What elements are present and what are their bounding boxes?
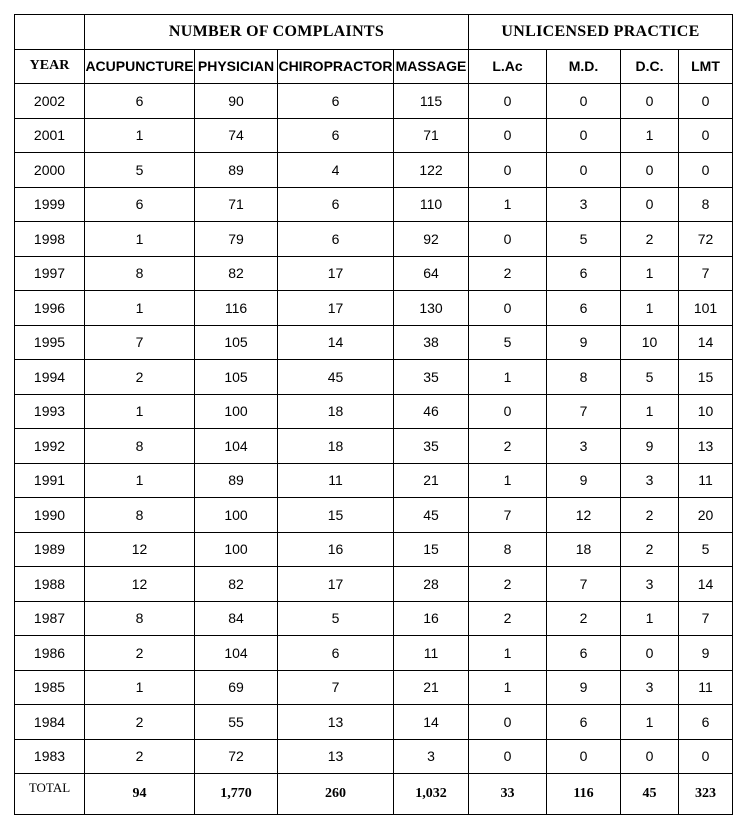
- table-row: [15, 532, 733, 567]
- year-cell: 1997: [15, 256, 85, 291]
- physician-cell: 89: [195, 153, 278, 188]
- massage-cell: 122: [394, 153, 469, 188]
- physician-cell: 100: [195, 532, 278, 567]
- year-cell: 1989: [15, 532, 85, 567]
- lac-cell: 1: [469, 187, 547, 222]
- md-cell: 6: [547, 291, 621, 326]
- total-label: TOTAL: [15, 774, 85, 815]
- complaints-group-header: NUMBER OF COMPLAINTS: [85, 15, 469, 50]
- lac-cell: 2: [469, 567, 547, 602]
- lac-cell: 7: [469, 498, 547, 533]
- physician-cell: 105: [195, 325, 278, 360]
- chiropractor-cell: 13: [278, 705, 394, 740]
- massage-cell: 14: [394, 705, 469, 740]
- acupuncture-cell: 5: [85, 153, 195, 188]
- lmt-cell: 0: [679, 739, 733, 774]
- lmt-cell: 0: [679, 84, 733, 119]
- total-row: [15, 774, 733, 815]
- lmt-cell: 101: [679, 291, 733, 326]
- dc-cell: 0: [621, 84, 679, 119]
- physician-cell: 72: [195, 739, 278, 774]
- chiropractor-cell: 4: [278, 153, 394, 188]
- lmt-cell: 20: [679, 498, 733, 533]
- massage-cell: 35: [394, 360, 469, 395]
- total-md: 116: [547, 774, 621, 815]
- massage-cell: 3: [394, 739, 469, 774]
- md-cell: 2: [547, 601, 621, 636]
- physician-cell: 69: [195, 670, 278, 705]
- lmt-cell: 0: [679, 118, 733, 153]
- md-cell: 8: [547, 360, 621, 395]
- chiropractor-cell: 17: [278, 256, 394, 291]
- md-cell: 0: [547, 739, 621, 774]
- lmt-cell: 0: [679, 153, 733, 188]
- year-cell: 2000: [15, 153, 85, 188]
- complaints-table: [14, 14, 733, 815]
- physician-cell: 100: [195, 498, 278, 533]
- massage-cell: 21: [394, 463, 469, 498]
- lmt-column-header: LMT: [679, 49, 733, 84]
- lmt-cell: 5: [679, 532, 733, 567]
- massage-column-header: MASSAGE: [394, 49, 469, 84]
- md-cell: 0: [547, 153, 621, 188]
- chiropractor-cell: 6: [278, 118, 394, 153]
- acupuncture-cell: 1: [85, 222, 195, 257]
- table-row: [15, 705, 733, 740]
- massage-cell: 16: [394, 601, 469, 636]
- year-cell: 1992: [15, 429, 85, 464]
- dc-cell: 1: [621, 256, 679, 291]
- year-cell: 1987: [15, 601, 85, 636]
- table-row: [15, 84, 733, 119]
- dc-cell: 1: [621, 705, 679, 740]
- lmt-cell: 7: [679, 256, 733, 291]
- lac-cell: 2: [469, 601, 547, 636]
- lac-cell: 1: [469, 463, 547, 498]
- physician-cell: 105: [195, 360, 278, 395]
- chiropractor-cell: 45: [278, 360, 394, 395]
- massage-cell: 130: [394, 291, 469, 326]
- dc-cell: 0: [621, 187, 679, 222]
- chiropractor-cell: 14: [278, 325, 394, 360]
- dc-column-header: D.C.: [621, 49, 679, 84]
- massage-cell: 92: [394, 222, 469, 257]
- dc-cell: 2: [621, 498, 679, 533]
- year-cell: 1984: [15, 705, 85, 740]
- year-cell: 1995: [15, 325, 85, 360]
- chiropractor-cell: 13: [278, 739, 394, 774]
- physician-cell: 84: [195, 601, 278, 636]
- table-row: [15, 739, 733, 774]
- massage-cell: 28: [394, 567, 469, 602]
- physician-cell: 104: [195, 429, 278, 464]
- physician-cell: 74: [195, 118, 278, 153]
- table-row: [15, 153, 733, 188]
- dc-cell: 0: [621, 636, 679, 671]
- md-cell: 9: [547, 463, 621, 498]
- acupuncture-column-header: ACUPUNCTURE: [85, 49, 195, 84]
- chiropractor-cell: 6: [278, 187, 394, 222]
- massage-cell: 64: [394, 256, 469, 291]
- year-cell: 1990: [15, 498, 85, 533]
- massage-cell: 11: [394, 636, 469, 671]
- acupuncture-cell: 12: [85, 567, 195, 602]
- dc-cell: 2: [621, 532, 679, 567]
- acupuncture-cell: 8: [85, 601, 195, 636]
- acupuncture-cell: 1: [85, 118, 195, 153]
- dc-cell: 3: [621, 567, 679, 602]
- year-cell: 1983: [15, 739, 85, 774]
- lmt-cell: 14: [679, 325, 733, 360]
- md-cell: 0: [547, 118, 621, 153]
- corner-cell: [15, 15, 85, 50]
- lmt-cell: 15: [679, 360, 733, 395]
- md-column-header: M.D.: [547, 49, 621, 84]
- chiropractor-cell: 17: [278, 567, 394, 602]
- dc-cell: 10: [621, 325, 679, 360]
- dc-cell: 3: [621, 463, 679, 498]
- lmt-cell: 7: [679, 601, 733, 636]
- dc-cell: 1: [621, 291, 679, 326]
- md-cell: 7: [547, 394, 621, 429]
- dc-cell: 3: [621, 670, 679, 705]
- acupuncture-cell: 12: [85, 532, 195, 567]
- massage-cell: 15: [394, 532, 469, 567]
- lmt-cell: 8: [679, 187, 733, 222]
- year-cell: 2001: [15, 118, 85, 153]
- total-massage: 1,032: [394, 774, 469, 815]
- lac-cell: 0: [469, 291, 547, 326]
- total-chiropractor: 260: [278, 774, 394, 815]
- total-dc: 45: [621, 774, 679, 815]
- table-row: [15, 118, 733, 153]
- table-row: [15, 636, 733, 671]
- lmt-cell: 10: [679, 394, 733, 429]
- massage-cell: 110: [394, 187, 469, 222]
- acupuncture-cell: 2: [85, 360, 195, 395]
- lac-cell: 2: [469, 256, 547, 291]
- md-cell: 6: [547, 636, 621, 671]
- dc-cell: 2: [621, 222, 679, 257]
- table-row: [15, 429, 733, 464]
- dc-cell: 1: [621, 118, 679, 153]
- year-cell: 1985: [15, 670, 85, 705]
- acupuncture-cell: 1: [85, 463, 195, 498]
- physician-cell: 89: [195, 463, 278, 498]
- physician-cell: 71: [195, 187, 278, 222]
- md-cell: 9: [547, 670, 621, 705]
- unlicensed-group-header: UNLICENSED PRACTICE: [469, 15, 733, 50]
- lmt-cell: 11: [679, 670, 733, 705]
- md-cell: 3: [547, 187, 621, 222]
- chiropractor-cell: 17: [278, 291, 394, 326]
- massage-cell: 71: [394, 118, 469, 153]
- dc-cell: 0: [621, 739, 679, 774]
- lac-cell: 1: [469, 636, 547, 671]
- group-header-row: [15, 15, 733, 50]
- acupuncture-cell: 7: [85, 325, 195, 360]
- lac-column-header: L.Ac: [469, 49, 547, 84]
- chiropractor-cell: 11: [278, 463, 394, 498]
- massage-cell: 46: [394, 394, 469, 429]
- physician-cell: 90: [195, 84, 278, 119]
- total-lac: 33: [469, 774, 547, 815]
- year-cell: 1988: [15, 567, 85, 602]
- table-row: [15, 325, 733, 360]
- table-row: [15, 567, 733, 602]
- md-cell: 6: [547, 705, 621, 740]
- md-cell: 12: [547, 498, 621, 533]
- total-acupuncture: 94: [85, 774, 195, 815]
- lac-cell: 0: [469, 222, 547, 257]
- lac-cell: 1: [469, 670, 547, 705]
- chiropractor-cell: 6: [278, 84, 394, 119]
- physician-cell: 79: [195, 222, 278, 257]
- year-cell: 1999: [15, 187, 85, 222]
- chiropractor-cell: 6: [278, 222, 394, 257]
- acupuncture-cell: 6: [85, 84, 195, 119]
- table-row: [15, 463, 733, 498]
- chiropractor-cell: 16: [278, 532, 394, 567]
- lac-cell: 2: [469, 429, 547, 464]
- year-cell: 1996: [15, 291, 85, 326]
- table-row: [15, 394, 733, 429]
- table-row: [15, 291, 733, 326]
- physician-column-header: PHYSICIAN: [195, 49, 278, 84]
- lmt-cell: 9: [679, 636, 733, 671]
- table-row: [15, 498, 733, 533]
- acupuncture-cell: 2: [85, 739, 195, 774]
- lac-cell: 0: [469, 394, 547, 429]
- dc-cell: 5: [621, 360, 679, 395]
- lac-cell: 8: [469, 532, 547, 567]
- table-row: [15, 187, 733, 222]
- acupuncture-cell: 1: [85, 394, 195, 429]
- lac-cell: 0: [469, 153, 547, 188]
- total-physician: 1,770: [195, 774, 278, 815]
- year-cell: 1994: [15, 360, 85, 395]
- total-lmt: 323: [679, 774, 733, 815]
- md-cell: 18: [547, 532, 621, 567]
- massage-cell: 115: [394, 84, 469, 119]
- lmt-cell: 6: [679, 705, 733, 740]
- acupuncture-cell: 8: [85, 429, 195, 464]
- year-cell: 1998: [15, 222, 85, 257]
- massage-cell: 21: [394, 670, 469, 705]
- table-row: [15, 222, 733, 257]
- chiropractor-column-header: CHIROPRACTOR: [278, 49, 394, 84]
- lac-cell: 0: [469, 705, 547, 740]
- table-row: [15, 256, 733, 291]
- acupuncture-cell: 8: [85, 498, 195, 533]
- year-cell: 1991: [15, 463, 85, 498]
- chiropractor-cell: 18: [278, 429, 394, 464]
- chiropractor-cell: 5: [278, 601, 394, 636]
- lac-cell: 5: [469, 325, 547, 360]
- lac-cell: 0: [469, 84, 547, 119]
- lac-cell: 0: [469, 118, 547, 153]
- lmt-cell: 11: [679, 463, 733, 498]
- physician-cell: 100: [195, 394, 278, 429]
- physician-cell: 82: [195, 256, 278, 291]
- chiropractor-cell: 6: [278, 636, 394, 671]
- dc-cell: 1: [621, 601, 679, 636]
- year-cell: 2002: [15, 84, 85, 119]
- lac-cell: 1: [469, 360, 547, 395]
- md-cell: 7: [547, 567, 621, 602]
- chiropractor-cell: 18: [278, 394, 394, 429]
- physician-cell: 104: [195, 636, 278, 671]
- massage-cell: 38: [394, 325, 469, 360]
- acupuncture-cell: 1: [85, 670, 195, 705]
- table-row: [15, 360, 733, 395]
- lac-cell: 0: [469, 739, 547, 774]
- dc-cell: 9: [621, 429, 679, 464]
- dc-cell: 0: [621, 153, 679, 188]
- acupuncture-cell: 1: [85, 291, 195, 326]
- md-cell: 0: [547, 84, 621, 119]
- year-cell: 1993: [15, 394, 85, 429]
- physician-cell: 116: [195, 291, 278, 326]
- md-cell: 6: [547, 256, 621, 291]
- massage-cell: 45: [394, 498, 469, 533]
- massage-cell: 35: [394, 429, 469, 464]
- acupuncture-cell: 2: [85, 705, 195, 740]
- table-row: [15, 601, 733, 636]
- chiropractor-cell: 7: [278, 670, 394, 705]
- acupuncture-cell: 2: [85, 636, 195, 671]
- md-cell: 5: [547, 222, 621, 257]
- year-column-header: YEAR: [15, 49, 85, 84]
- acupuncture-cell: 6: [85, 187, 195, 222]
- column-header-row: [15, 49, 733, 84]
- chiropractor-cell: 15: [278, 498, 394, 533]
- md-cell: 3: [547, 429, 621, 464]
- table-row: [15, 670, 733, 705]
- acupuncture-cell: 8: [85, 256, 195, 291]
- physician-cell: 55: [195, 705, 278, 740]
- lmt-cell: 13: [679, 429, 733, 464]
- physician-cell: 82: [195, 567, 278, 602]
- md-cell: 9: [547, 325, 621, 360]
- lmt-cell: 14: [679, 567, 733, 602]
- year-cell: 1986: [15, 636, 85, 671]
- lmt-cell: 72: [679, 222, 733, 257]
- dc-cell: 1: [621, 394, 679, 429]
